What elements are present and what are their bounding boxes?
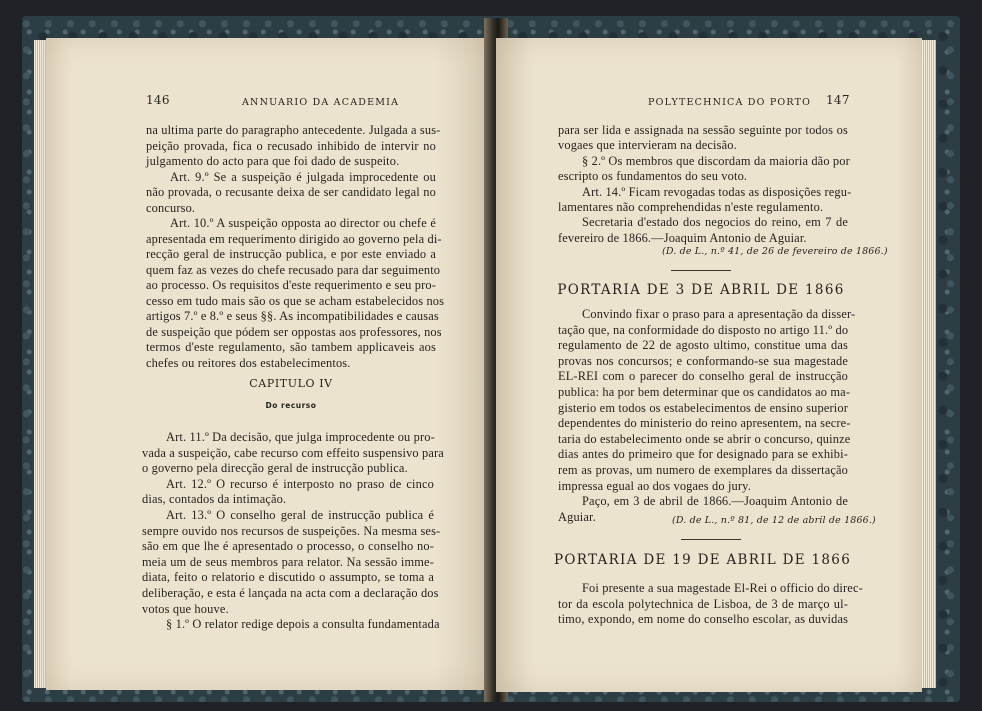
page-number: 146 <box>146 93 170 107</box>
text-line: Paço, em 3 de abril de 1866.—Joaquim Antonio de <box>582 494 848 509</box>
text-line: EL-REI com o parecer do conselho geral de instrucção <box>558 369 848 384</box>
text-line: Secretaria d'estado dos negocios do reino, em 7 de <box>582 215 848 230</box>
text-line: taria do estabelecimento onde se abrir o concurso, quinze <box>558 431 851 446</box>
text-line: deliberação, e esta é lançada na acta com a declaração dos <box>142 586 439 600</box>
chapter-title: CAPITULO IV <box>249 377 333 390</box>
left-page <box>46 38 488 690</box>
text-line: Foi presente a sua magestade El-Rei o officio do direc- <box>582 581 863 595</box>
text-line: Art. 12.º O recurso é interposto no praso de cinco <box>166 476 434 491</box>
text-line: Art. 13.º O conselho geral de instrucção publica é <box>166 508 434 522</box>
text-line: meia um de seus membros para relator. Na sessão imme- <box>142 554 434 569</box>
citation: (D. de L., n.º 41, de 26 de fevereiro de 1866.) <box>662 246 888 257</box>
text-line: Art. 14.º Ficam revogadas todas as disposições regu- <box>582 184 852 199</box>
text-line: provas nos concursos; e conformando-se sua magestade <box>558 353 848 368</box>
text-line: lamentares não comprehendidas n'este regulamento. <box>558 200 824 214</box>
text-line: votos que houve. <box>142 601 229 616</box>
text-line: impressa egual ao dos vogaes do jury. <box>558 478 751 493</box>
text-line: artigos 7.º e 8.º e seus §§. As incompatibilidades e causas <box>146 309 439 323</box>
text-line: fevereiro de 1866.—Joaquim Antonio de Aguiar. <box>558 230 807 245</box>
text-line: diata, feito o relatorio e discutido o assumpto, se toma a <box>142 570 434 585</box>
text-line: vada a suspeição, cabe recurso com effeito suspensivo para <box>142 445 444 460</box>
section-heading: PORTARIA DE 19 DE ABRIL DE 1866 <box>554 552 852 568</box>
section-heading: PORTARIA DE 3 DE ABRIL DE 1866 <box>557 282 845 298</box>
text-line: § 2.º Os membros que discordam da maioria dão por <box>582 153 850 168</box>
text-line: ao processo. Os requisitos d'este requerimento e seu pro- <box>146 278 436 292</box>
text-line: publica: ha por bem determinar que os candidatos ao ma- <box>558 385 851 399</box>
text-line: Convindo fixar o praso para a apresentação da disser- <box>582 307 856 321</box>
text-line: apresentada em requerimento dirigido ao governo pela di- <box>146 231 442 246</box>
divider-rule <box>681 539 741 540</box>
text-line: vogaes que intervieram na decisão. <box>558 138 737 153</box>
text-line: Art. 10.º A suspeição opposta ao director ou chefe é <box>170 216 436 230</box>
text-line: chefes ou reitores dos estabelecimentos. <box>146 355 351 370</box>
text-line: sempre ouvido nos recursos de suspeições. Na mesma ses- <box>142 523 441 538</box>
text-line: § 1.º O relator redige depois a consulta fundamentada <box>166 617 440 632</box>
text-line: cesso em tudo mais são os que se acham estabelecidos nos <box>146 293 445 308</box>
text-line: quem faz as vezes do chefe recusado para dar seguimento <box>146 262 441 277</box>
citation: (D. de L., n.º 81, de 12 de abril de 1866.) <box>672 515 876 526</box>
text-line: timo, expondo, em nome do conselho escolar, as duvidas <box>558 612 849 627</box>
chapter-subtitle: Do recurso <box>265 401 317 410</box>
text-line: o governo pela direcção geral de instrucção publica. <box>142 461 408 476</box>
text-line: na ultima parte do paragrapho antecedente. Julgada a sus- <box>146 123 441 137</box>
text-line: Art. 11.º Da decisão, que julga improcedente ou pro- <box>166 430 435 444</box>
text-line: Art. 9.º Se a suspeição é julgada improcedente ou <box>170 169 436 184</box>
page-number: 147 <box>826 93 850 107</box>
text-line: recção geral de instrucção publica, e por este enviado a <box>146 247 436 261</box>
text-line: rem as provas, um numero de exemplares da dissertação <box>558 463 848 477</box>
running-head: POLYTECHNICA DO PORTO <box>648 97 812 108</box>
text-line: tação que, na conformidade do disposto no artigo 11.º do <box>558 322 849 337</box>
text-line: dias antes do primeiro que for designado para se exhibi- <box>558 447 848 462</box>
divider-rule <box>671 270 731 271</box>
text-line: para ser lida e assignada na sessão seguinte por todos os <box>558 123 848 137</box>
text-line: gisterio em todos os estabelecimentos de ensino superior <box>558 400 848 415</box>
text-line: peição provada, fica o recusado inhibido de intervir no <box>146 138 436 153</box>
text-line: escripto os fundamentos do seu voto. <box>558 169 748 184</box>
text-line: julgamento do acto para que foi dado de suspeito. <box>146 154 400 168</box>
text-line: dias, contados da intimação. <box>142 492 287 507</box>
text-line: dependentes do ministerio do reino apresentem, na secre- <box>558 416 851 431</box>
text-line: concurso. <box>146 200 196 215</box>
running-head: ANNUARIO DA ACADEMIA <box>242 97 400 108</box>
text-line: Aguiar. <box>558 509 596 524</box>
text-line: tor da escola polytechnica de Lisboa, de 3 de março ul- <box>558 596 848 611</box>
text-line: de suspeição que pódem ser oppostas aos professores, nos <box>146 324 442 339</box>
text-line: termos d'este regulamento, são tambem applicaveis aos <box>146 340 436 354</box>
text-line: não provada, o recusante deixa de ser candidato legal no <box>146 185 436 199</box>
page-edge-right <box>922 40 936 688</box>
text-line: regulamento de 22 de agosto ultimo, constitue uma das <box>558 338 848 353</box>
text-line: são em que lhe é apresentado o processo, o conselho no- <box>142 539 434 554</box>
right-page <box>496 38 922 692</box>
